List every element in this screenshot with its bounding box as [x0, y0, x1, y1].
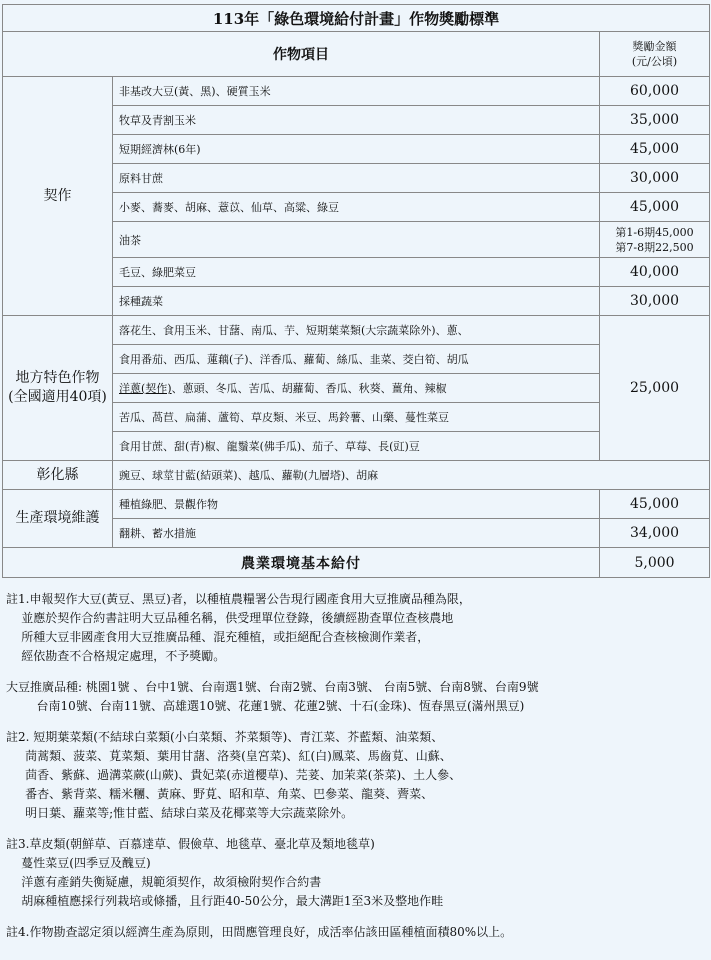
amount-cell-tiered	[600, 222, 710, 258]
category-local	[3, 316, 113, 461]
note-line: 蔓性菜豆(四季豆及醜豆)	[6, 856, 151, 870]
crop-cell: 翻耕、蓄水措施	[113, 519, 600, 548]
onion-contract-underlined: 洋蔥(契作)	[119, 382, 172, 395]
amount-cell: 40,000	[600, 258, 710, 287]
amount-cell: 30,000	[600, 164, 710, 193]
amount-cell: 45,000	[600, 193, 710, 222]
crop-cell: 油茶	[113, 222, 600, 258]
amount-tier-2: 第7-8期22,500	[615, 240, 694, 254]
crop-cell-rest: 、蔥頭、冬瓜、苦瓜、胡蘿蔔、香瓜、秋葵、薑角、辣椒	[171, 382, 447, 395]
category-changhua: 彰化縣	[3, 461, 113, 490]
amount-cell: 60,000	[600, 77, 710, 106]
note-line: 並應於契作合約書註明大豆品種名稱，供受理單位登錄，後續經勘查單位查核農地	[6, 611, 454, 625]
amount-cell-local: 25,000	[600, 316, 710, 461]
table-title: 113年「綠色環境給付計畫」作物獎勵標準	[3, 5, 710, 32]
crop-cell	[113, 374, 600, 403]
crop-cell: 短期經濟林(6年)	[113, 135, 600, 164]
note-line: 明日葉、蘿菜等;惟甘藍、結球白菜及花椰菜等大宗蔬菜除外。	[6, 806, 354, 820]
reward-table	[2, 4, 710, 578]
crop-cell: 原料甘蔗	[113, 164, 600, 193]
amount-cell: 45,000	[600, 490, 710, 519]
note-line: 註1.申報契作大豆(黃豆、黑豆)者，以種植農糧署公告現行國產食用大豆推廣品種為限，	[6, 592, 471, 606]
note-line: 台南10號、台南11號、高雄選10號、花蓮1號、花蓮2號、十石(金珠)、恆春黑豆(滿州黑豆)	[6, 699, 525, 713]
amount-cell: 35,000	[600, 106, 710, 135]
crop-cell: 食用甘蔗、甜(青)椒、龍鬚菜(佛手瓜)、茄子、草莓、長(豇)豆	[113, 432, 600, 461]
crop-cell: 採種蔬菜	[113, 287, 600, 316]
note-line: 茼蒿類、菠菜、莧菜類、葉用甘藷、洛葵(皇宮菜)、紅(白)鳳菜、馬齒莧、山蘇、	[6, 749, 452, 763]
header-amount	[600, 32, 710, 77]
note-line: 茴香、紫蘇、過溝菜蕨(山蕨)、貴妃菜(赤道櫻草)、芫荽、加茉菜(茶菜)、土人參、	[6, 768, 462, 782]
amount-cell: 34,000	[600, 519, 710, 548]
header-amount-line1: 獎勵金額	[632, 40, 677, 53]
crop-cell: 毛豆、綠肥菜豆	[113, 258, 600, 287]
crop-cell: 落花生、食用玉米、甘藷、南瓜、芋、短期葉菜類(大宗蔬菜除外)、蔥、	[113, 316, 600, 345]
amount-cell: 45,000	[600, 135, 710, 164]
amount-cell: 30,000	[600, 287, 710, 316]
crop-cell: 牧草及青割玉米	[113, 106, 600, 135]
crop-cell: 食用番茄、西瓜、蓮藕(子)、洋香瓜、蘿蔔、絲瓜、韭菜、茭白筍、胡瓜	[113, 345, 600, 374]
crop-cell: 豌豆、球莖甘藍(結頭菜)、越瓜、蘿勒(九層塔)、胡麻	[113, 461, 710, 490]
header-crop: 作物項目	[3, 32, 600, 77]
note-line: 經依勘查不合格規定處理，不予獎勵。	[6, 649, 226, 663]
note-line: 所種大豆非國產食用大豆推廣品種、混充種植，或拒絕配合查核檢測作業者，	[6, 630, 430, 644]
note-line: 註3.草皮類(朝鮮草、百慕達草、假儉草、地毯草、臺北草及類地毯草)	[6, 837, 375, 851]
category-env: 生產環境維護	[3, 490, 113, 548]
crop-cell: 種植綠肥、景觀作物	[113, 490, 600, 519]
note-line: 註2. 短期葉菜類(不結球白菜類(小白菜類、芥菜類等)、青江菜、芥藍類、油菜類、	[6, 730, 444, 744]
crop-cell: 苦瓜、萵苣、扁蒲、蘆筍、草皮類、米豆、馬鈴薯、山藥、蔓性菜豆	[113, 403, 600, 432]
note-line: 番杏、紫背菜、糯米糰、黃麻、野莧、昭和草、角菜、巴參菜、龍葵、薺菜、	[6, 787, 434, 801]
category-contract: 契作	[3, 77, 113, 316]
header-amount-line2: (元/公頃)	[631, 55, 678, 68]
crop-cell: 小麥、蕎麥、胡麻、薏苡、仙草、高粱、綠豆	[113, 193, 600, 222]
crop-cell: 非基改大豆(黃、黑)、硬質玉米	[113, 77, 600, 106]
note-line: 胡麻種植應採行列栽培或條播，且行距40-50公分，最大溝距1至3米及整地作畦	[6, 894, 444, 908]
basic-payment-label: 農業環境基本給付	[3, 548, 600, 578]
notes-section	[6, 590, 706, 942]
category-local-line2: (全國適用40項)	[8, 389, 107, 405]
basic-payment-amount: 5,000	[600, 548, 710, 578]
note-line: 大豆推廣品種: 桃園1號 、台中1號、台南選1號、台南2號、台南3號、 台南5號、台南8號、台南9號	[6, 680, 539, 694]
note-line: 註4.作物勘查認定須以經濟生產為原則，田間應管理良好，成活率佔該田區種植面積80%以上。	[6, 925, 513, 939]
note-line: 洋蔥有產銷失衡疑慮，規範須契作，故須檢附契作合約書	[6, 875, 322, 889]
amount-tier-1: 第1-6期45,000	[615, 225, 694, 239]
category-local-line1: 地方特色作物	[15, 370, 100, 386]
